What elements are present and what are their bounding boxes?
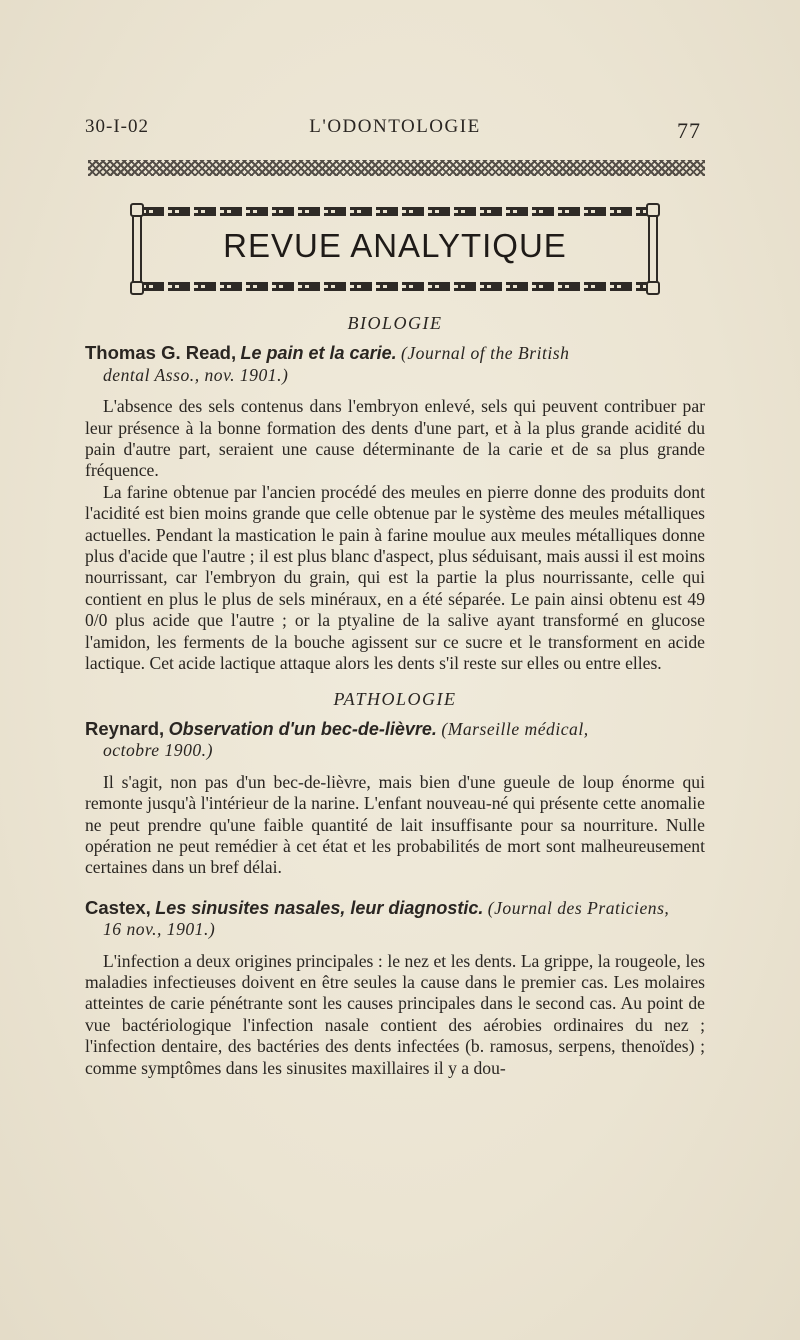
entry-source-cont: octobre 1900.) (103, 740, 213, 761)
entry-source: (Journal of the British (401, 343, 570, 364)
article-body (85, 313, 705, 1079)
entry-source: (Marseille médical, (441, 718, 589, 739)
ornamental-band (88, 160, 705, 176)
frame-corner (646, 281, 660, 295)
page-title: REVUE ANALYTIQUE (223, 227, 567, 264)
paragraph: Il s'agit, non pas d'un bec-de-lièvre, mais bien d'une gueule de loup énorme qui remonte jusqu'à l'intérieur de la narine. L'enfant nouveau-né qui présente cette anomalie ne peut prendre qu'une faible quantité de lait insuffisante pour sa nourriture. Nulle opération ne peut remédier à cet état et les probabilités de mort sont malheureusement certaines dans un bref délai. (85, 771, 705, 878)
issue-date: 30-I-02 (85, 116, 149, 137)
section-heading-pathologie: PATHOLOGIE (333, 688, 457, 709)
entry-heading (85, 342, 705, 386)
entry-heading (85, 718, 705, 762)
paragraph: L'absence des sels contenus dans l'embryon enlevé, sels qui peuvent contribuer par leur présence à la bonne formation des dents d'une part, et à la plus grande acidité du pain d'autre part, seraient une cause déterminante de la carie et de sa plus grande fréquence. (85, 396, 705, 481)
chain-border-top (142, 207, 648, 216)
journal-title: L'ODONTOLOGIE (309, 116, 481, 137)
frame-corner (130, 203, 144, 217)
frame-corner (130, 281, 144, 295)
section-heading-biologie: BIOLOGIE (347, 313, 443, 333)
entry-source-cont: dental Asso., nov. 1901.) (103, 364, 289, 385)
entry-author: Castex, (85, 896, 151, 918)
entry-title: Le pain et la carie. (240, 343, 397, 364)
entry-source-cont: 16 nov., 1901.) (103, 919, 216, 940)
entry-source: (Journal des Praticiens, (487, 897, 670, 918)
entry-author: Thomas G. Read, (85, 342, 237, 364)
entry-title: Les sinusites nasales, leur diagnostic. (155, 897, 484, 918)
paragraph: L'infection a deux origines principales : le nez et les dents. La grippe, la rougeole, les maladies infectieuses doivent en être seules la cause dans le premier cas. Les molaires atteintes de carie pénétrante sont les causes principales dans le second cas. Au point de vue bactériologique l'infection nasale contient des aérobies ordinaires du nez ; l'infection dentaire, des bactéries des dents infectées (b. ramosus, serpens, thenoïdes) ; comme symptômes dans les sinusites maxillaires il y a dou- (85, 950, 705, 1078)
entry-heading (85, 897, 705, 941)
running-head (85, 114, 705, 144)
chain-border-bottom (142, 282, 648, 291)
page-number: 77 (677, 118, 701, 143)
paragraph: La farine obtenue par l'ancien procédé des meules en pierre donne des produits dont l'acidité est bien moins grande que celle obtenue par le système des meules métalliques actuelles. Pendant la mastication le pain à farine moulue aux meules métalliques donne plus d'acide que l'autre ; il est plus blanc d'aspect, plus séduisant, mais aussi il est moins nourrissant, car l'embryon du grain, qui est la partie la plus nourrissante, celle qui contient en plus le plus de sels minéraux, en a été séparée. Le pain ainsi obtenu est 49 0/0 plus acide que l'autre ; or la ptyaline de la salive ayant transformé en glucose l'amidon, les ferments de la bouche agissent sur ce sucre et le transforment en acide lactique. Cet acide lactique attaque alors les dents s'il reste sur elles ou entre elles. (85, 481, 705, 674)
entry-author: Reynard, (85, 717, 165, 739)
frame-corner (646, 203, 660, 217)
title-frame (130, 203, 660, 295)
entry-title: Observation d'un bec-de-lièvre. (168, 718, 437, 739)
